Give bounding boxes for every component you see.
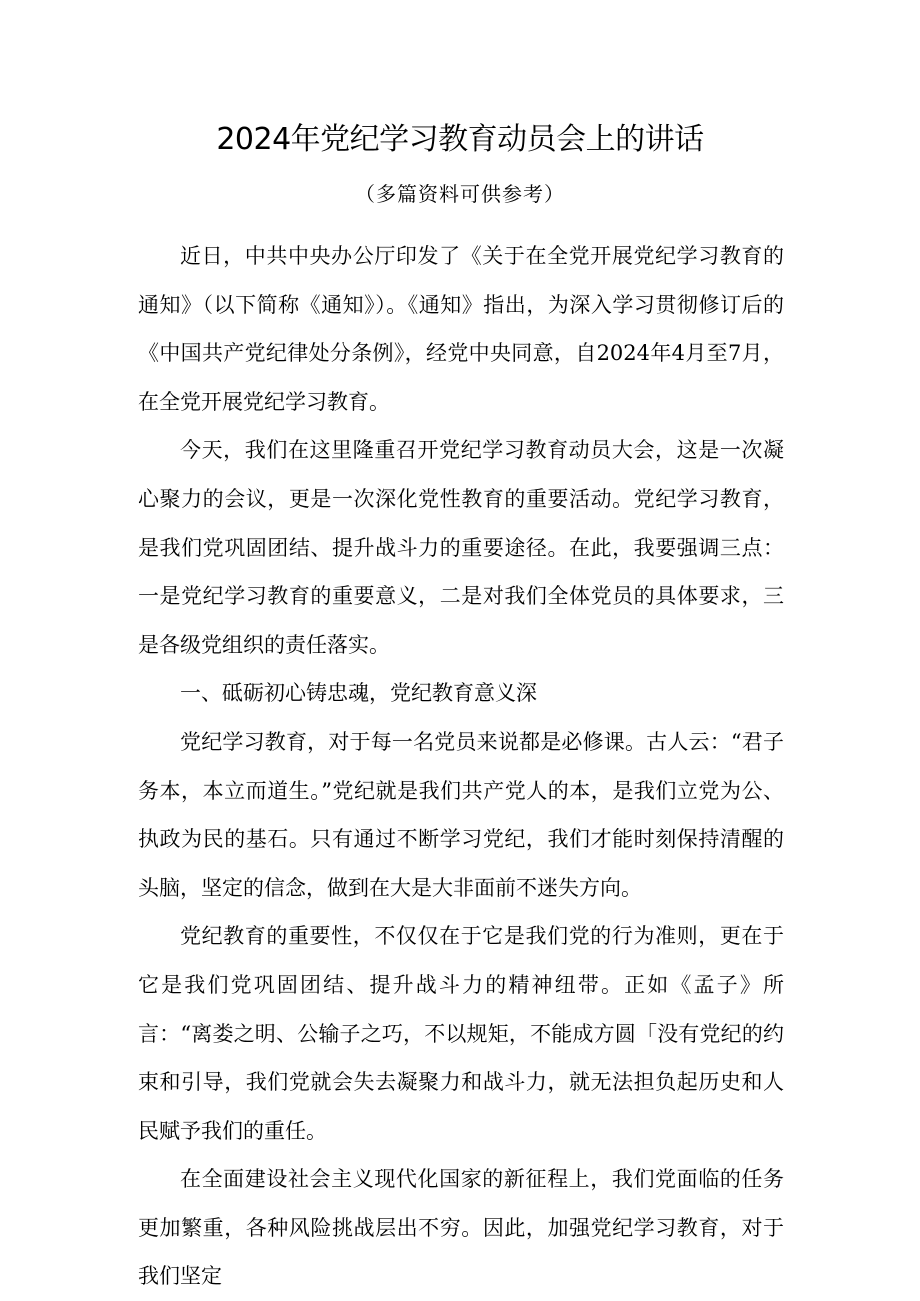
paragraph-new-journey: 在全面建设社会主义现代化国家的新征程上，我们党面临的任务更加繁重，各种风险挑战层出不穷。因此，加强党纪学习教育，对于我们坚定 — [138, 1167, 784, 1289]
document-subtitle: （多篇资料可供参考） — [355, 182, 565, 206]
paragraph-meeting: 今天，我们在这里隆重召开党纪学习教育动员大会，这是一次凝心聚力的会议，更是一次深化党性教育的重要活动。党纪学习教育，是我们党巩固团结、提升战斗力的重要途径。在此，我要强调三点：一是党纪学习教育的重要意义，二是对我们全体党员的具体要求，三是各级党组织的责任落实。 — [138, 438, 784, 657]
document-title: 2024年党纪学习教育动员会上的讲话 — [216, 122, 704, 157]
paragraph-required-course: 党纪学习教育，对于每一名党员来说都是必修课。古人云：“君子务本，本立而道生。”党纪就是我们共产党人的本，是我们立党为公、执政为民的基石。只有通过不断学习党纪，我们才能时刻保持清醒的头脑，坚定的信念，做到在大是大非面前不迷失方向。 — [138, 729, 784, 900]
paragraph-intro: 近日，中共中央办公厅印发了《关于在全党开展党纪学习教育的通知》（以下简称《通知》）。《通知》指出，为深入学习贯彻修订后的《中国共产党纪律处分条例》，经党中央同意，自2024年4月至7月，在全党开展党纪学习教育。 — [138, 244, 784, 414]
paragraph-importance: 党纪教育的重要性，不仅仅在于它是我们党的行为准则，更在于它是我们党巩固团结、提升战斗力的精神纽带。正如《孟子》所言：“离娄之明、公输子之巧，不以规矩，不能成方圆「没有党纪的约束和引导，我们党就会失去凝聚力和战斗力，就无法担负起历史和人民赋予我们的重任。 — [138, 924, 784, 1143]
document-body — [138, 232, 784, 1301]
section-heading: 一、砥砺初心铸忠魂，党纪教育意义深 — [180, 681, 537, 706]
